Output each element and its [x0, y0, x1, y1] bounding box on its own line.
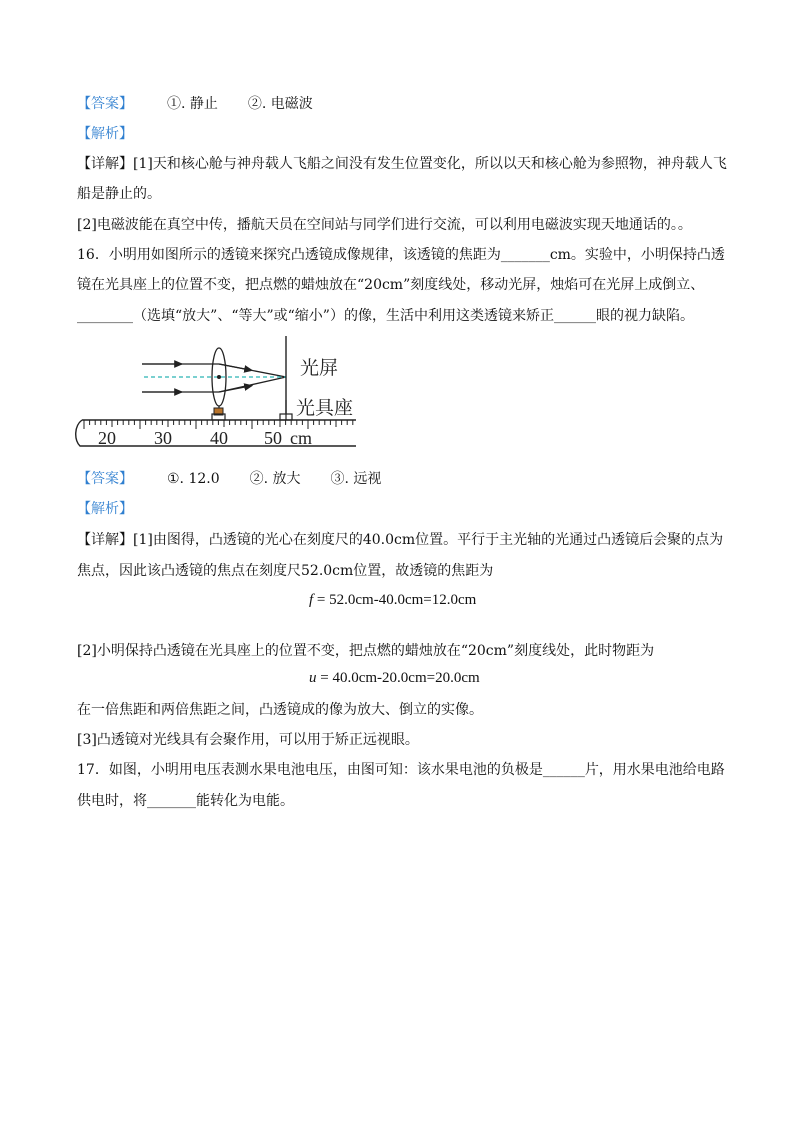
lens-diagram	[72, 330, 362, 460]
q15-detail-line-2: 船是静止的。	[77, 186, 161, 202]
formula-variable: f	[309, 592, 314, 608]
q16-detail-line-5: [3]凸透镜对光线具有会聚作用，可以用于矫正远视眼。	[77, 732, 419, 748]
detail-text: [1]天和核心舱与神舟载人飞船之间没有发生位置变化，所以以天和核心舱为参照物，神舟载人飞	[133, 156, 727, 172]
analysis-tag: 【解析】	[77, 126, 133, 142]
q16-stem-line-3: ________（选填“放大”、“等大”或“缩小”）的像，生活中利用这类透镜来矫正______眼的视力缺陷。	[77, 308, 694, 324]
q16-detail-line-3: [2]小明保持凸透镜在光具座上的位置不变，把点燃的蜡烛放在“20cm”刻度线处，此时物距为	[77, 643, 655, 659]
detail-tag: 【详解】	[77, 532, 133, 548]
answer-option-2: ②. 电磁波	[247, 96, 313, 112]
answer-option-3: ③. 远视	[330, 471, 382, 487]
tick-label-20: 20	[98, 428, 116, 448]
tick-label-50: 50	[264, 428, 282, 448]
formula-variable: u	[309, 670, 317, 686]
q15-answer-line	[77, 94, 737, 114]
q17-stem-line-1: 17．如图，小明用电压表测水果电池电压，由图可知：该水果电池的负极是______片，用水果电池给电路	[77, 762, 725, 778]
q16-answer-line	[77, 469, 737, 489]
focal-length-formula	[309, 590, 476, 610]
answer-option-2: ②. 放大	[249, 471, 301, 487]
analysis-tag: 【解析】	[77, 501, 133, 517]
answer-option-1: ①. 12.0	[167, 471, 220, 487]
answer-tag: 【答案】	[77, 471, 133, 487]
answer-option-1: ①. 静止	[167, 96, 218, 112]
optical-center	[217, 375, 221, 379]
q15-detail-line-1	[77, 154, 737, 174]
q17-stem-line-2: 供电时，将_______能转化为电能。	[77, 793, 294, 809]
bench-label: 光具座	[296, 398, 354, 419]
q15-detail-line-3: [2]电磁波能在真空中传，播航天员在空间站与同学们进行交流，可以利用电磁波实现天地通话的。。	[77, 217, 692, 233]
q15-analysis-line	[77, 124, 737, 144]
q16-stem-line-1: 16．小明用如图所示的透镜来探究凸透镜成像规律，该透镜的焦距为_______cm。实验中，小明保持凸透	[77, 247, 725, 263]
tick-label-30: 30	[154, 428, 172, 448]
screen-label: 光屏	[300, 358, 339, 379]
answer-tag: 【答案】	[77, 96, 133, 112]
q16-detail-line-2: 焦点，因此该凸透镜的焦点在刻度尺52.0cm位置，故透镜的焦距为	[77, 563, 494, 579]
formula-expression: = 40.0cm-20.0cm=20.0cm	[316, 670, 480, 686]
detail-text: [1]由图得，凸透镜的光心在刻度尺的40.0cm位置。平行于主光轴的光通过凸透镜后会聚的点为	[133, 532, 724, 548]
q16-detail-line-4: 在一倍焦距和两倍焦距之间，凸透镜成的像为放大、倒立的实像。	[77, 702, 483, 718]
q16-stem-line-2: 镜在光具座上的位置不变，把点燃的蜡烛放在“20cm”刻度线处，移动光屏，烛焰可在光屏上成倒立、	[77, 277, 705, 293]
q16-detail-line-1	[77, 530, 737, 550]
tick-label-40: 40	[210, 428, 228, 448]
q16-analysis-line	[77, 499, 737, 519]
formula-expression: = 52.0cm-40.0cm=12.0cm	[313, 592, 477, 608]
object-distance-formula	[309, 668, 480, 688]
detail-tag: 【详解】	[77, 156, 133, 172]
unit-label: cm	[290, 428, 312, 448]
